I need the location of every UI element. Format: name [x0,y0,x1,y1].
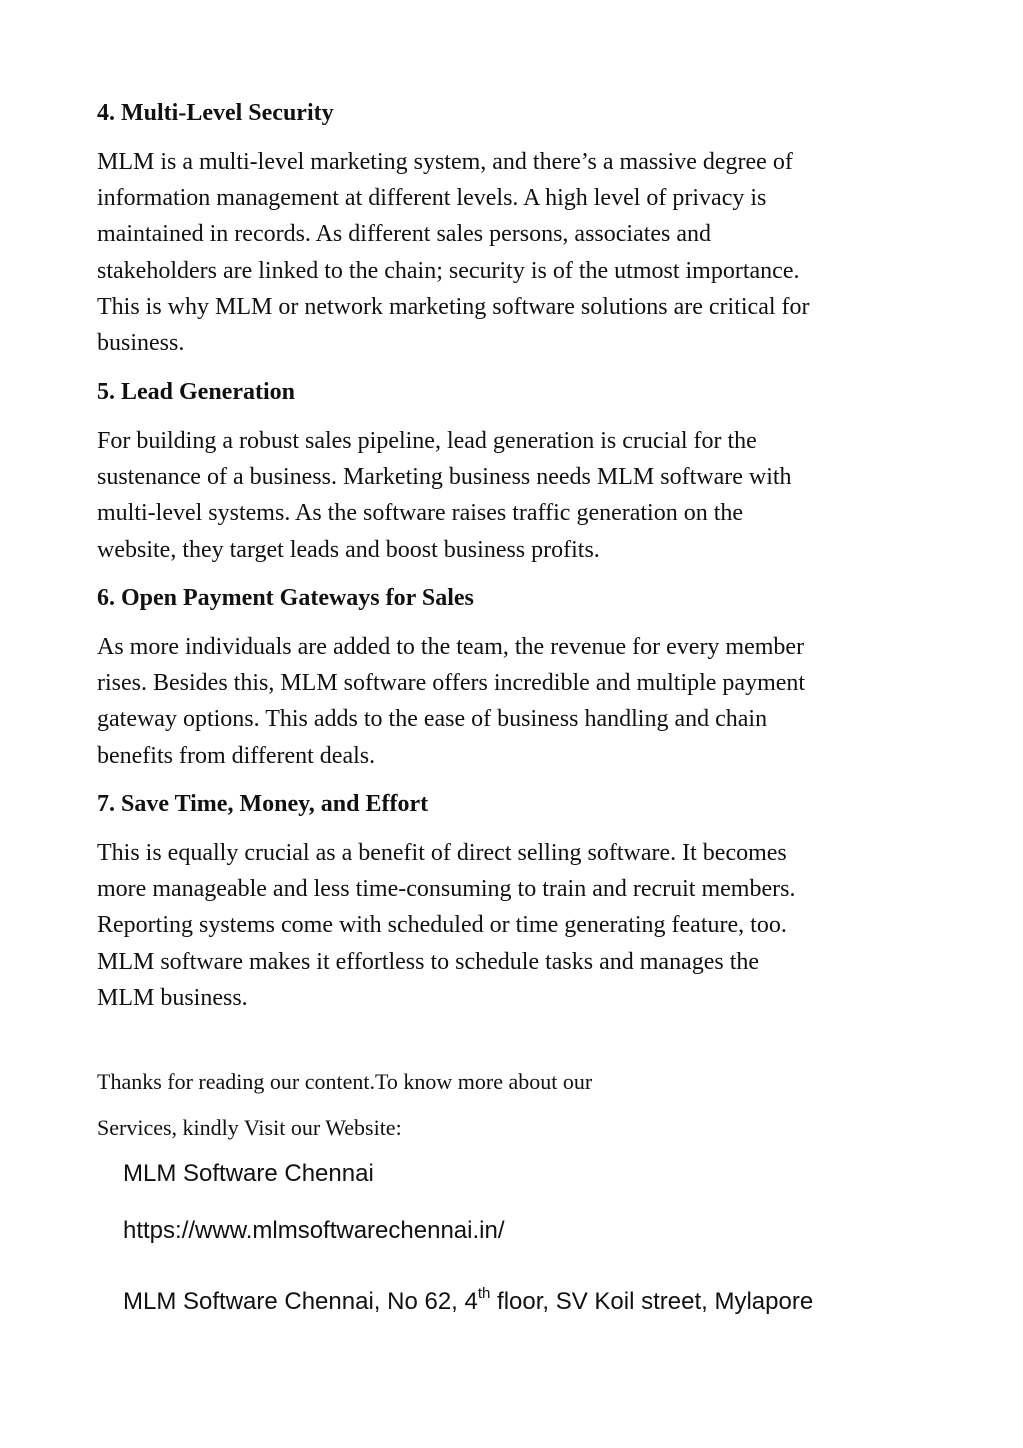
section-paragraph-open-payment-gateways [97,629,927,774]
paragraph-line: For building a robust sales pipeline, lead generation is crucial for the [97,428,757,454]
paragraph-line: MLM software makes it effortless to schedule tasks and manages the [97,948,760,975]
section-paragraph-lead-generation [97,423,927,568]
address-ordinal-suffix: th [477,1285,491,1302]
section-paragraph-multi-level-security [97,144,927,361]
section-heading-save-time-money-effort: 7. Save Time, Money, and Effort [97,791,429,817]
paragraph-line: business. [97,330,185,357]
paragraph-line: rises. Besides this, MLM software offers incredible and multiple payment [97,670,806,697]
paragraph-line: This is equally crucial as a benefit of direct selling software. It becomes [97,840,787,866]
paragraph-line: gateway options. This adds to the ease of business handling and chain [97,706,768,733]
paragraph-line: maintained in records. As different sales persons, associates and [97,221,712,248]
paragraph-line: This is why MLM or network marketing software solutions are critical for [97,293,810,320]
section-heading-lead-generation: 5. Lead Generation [97,379,295,405]
section-heading-multi-level-security: 4. Multi-Level Security [97,100,334,126]
paragraph-line: sustenance of a business. Marketing business needs MLM software with [97,464,792,491]
paragraph-line: website, they target leads and boost business profits. [97,536,600,563]
paragraph-line: MLM business. [97,984,248,1011]
paragraph-line: As more individuals are added to the team, the revenue for every member [97,634,805,660]
section-heading-open-payment-gateways: 6. Open Payment Gateways for Sales [97,585,474,611]
company-address [123,1287,813,1317]
paragraph-line: benefits from different deals. [97,742,376,769]
thanks-line-2: Services, kindly Visit our Website: [97,1115,402,1140]
paragraph-line: more manageable and less time-consuming to train and recruit members. [97,876,796,903]
paragraph-line: MLM is a multi-level marketing system, and there’s a massive degree of [97,149,793,175]
company-name: MLM Software Chennai [123,1160,374,1187]
thanks-line-1: Thanks for reading our content.To know more about our [97,1069,593,1094]
address-prefix: MLM Software Chennai, No 62, 4 [123,1288,478,1315]
address-suffix: floor, SV Koil street, Mylapore [490,1288,814,1315]
paragraph-line: multi-level systems. As the software raises traffic generation on the [97,500,744,527]
website-link[interactable]: https://www.mlmsoftwarechennai.in/ [123,1217,505,1244]
section-paragraph-save-time-money-effort [97,835,927,1016]
paragraph-line: Reporting systems come with scheduled or time generating feature, too. [97,912,787,939]
paragraph-line: information management at different levels. A high level of privacy is [97,185,767,212]
paragraph-line: stakeholders are linked to the chain; security is of the utmost importance. [97,257,800,284]
